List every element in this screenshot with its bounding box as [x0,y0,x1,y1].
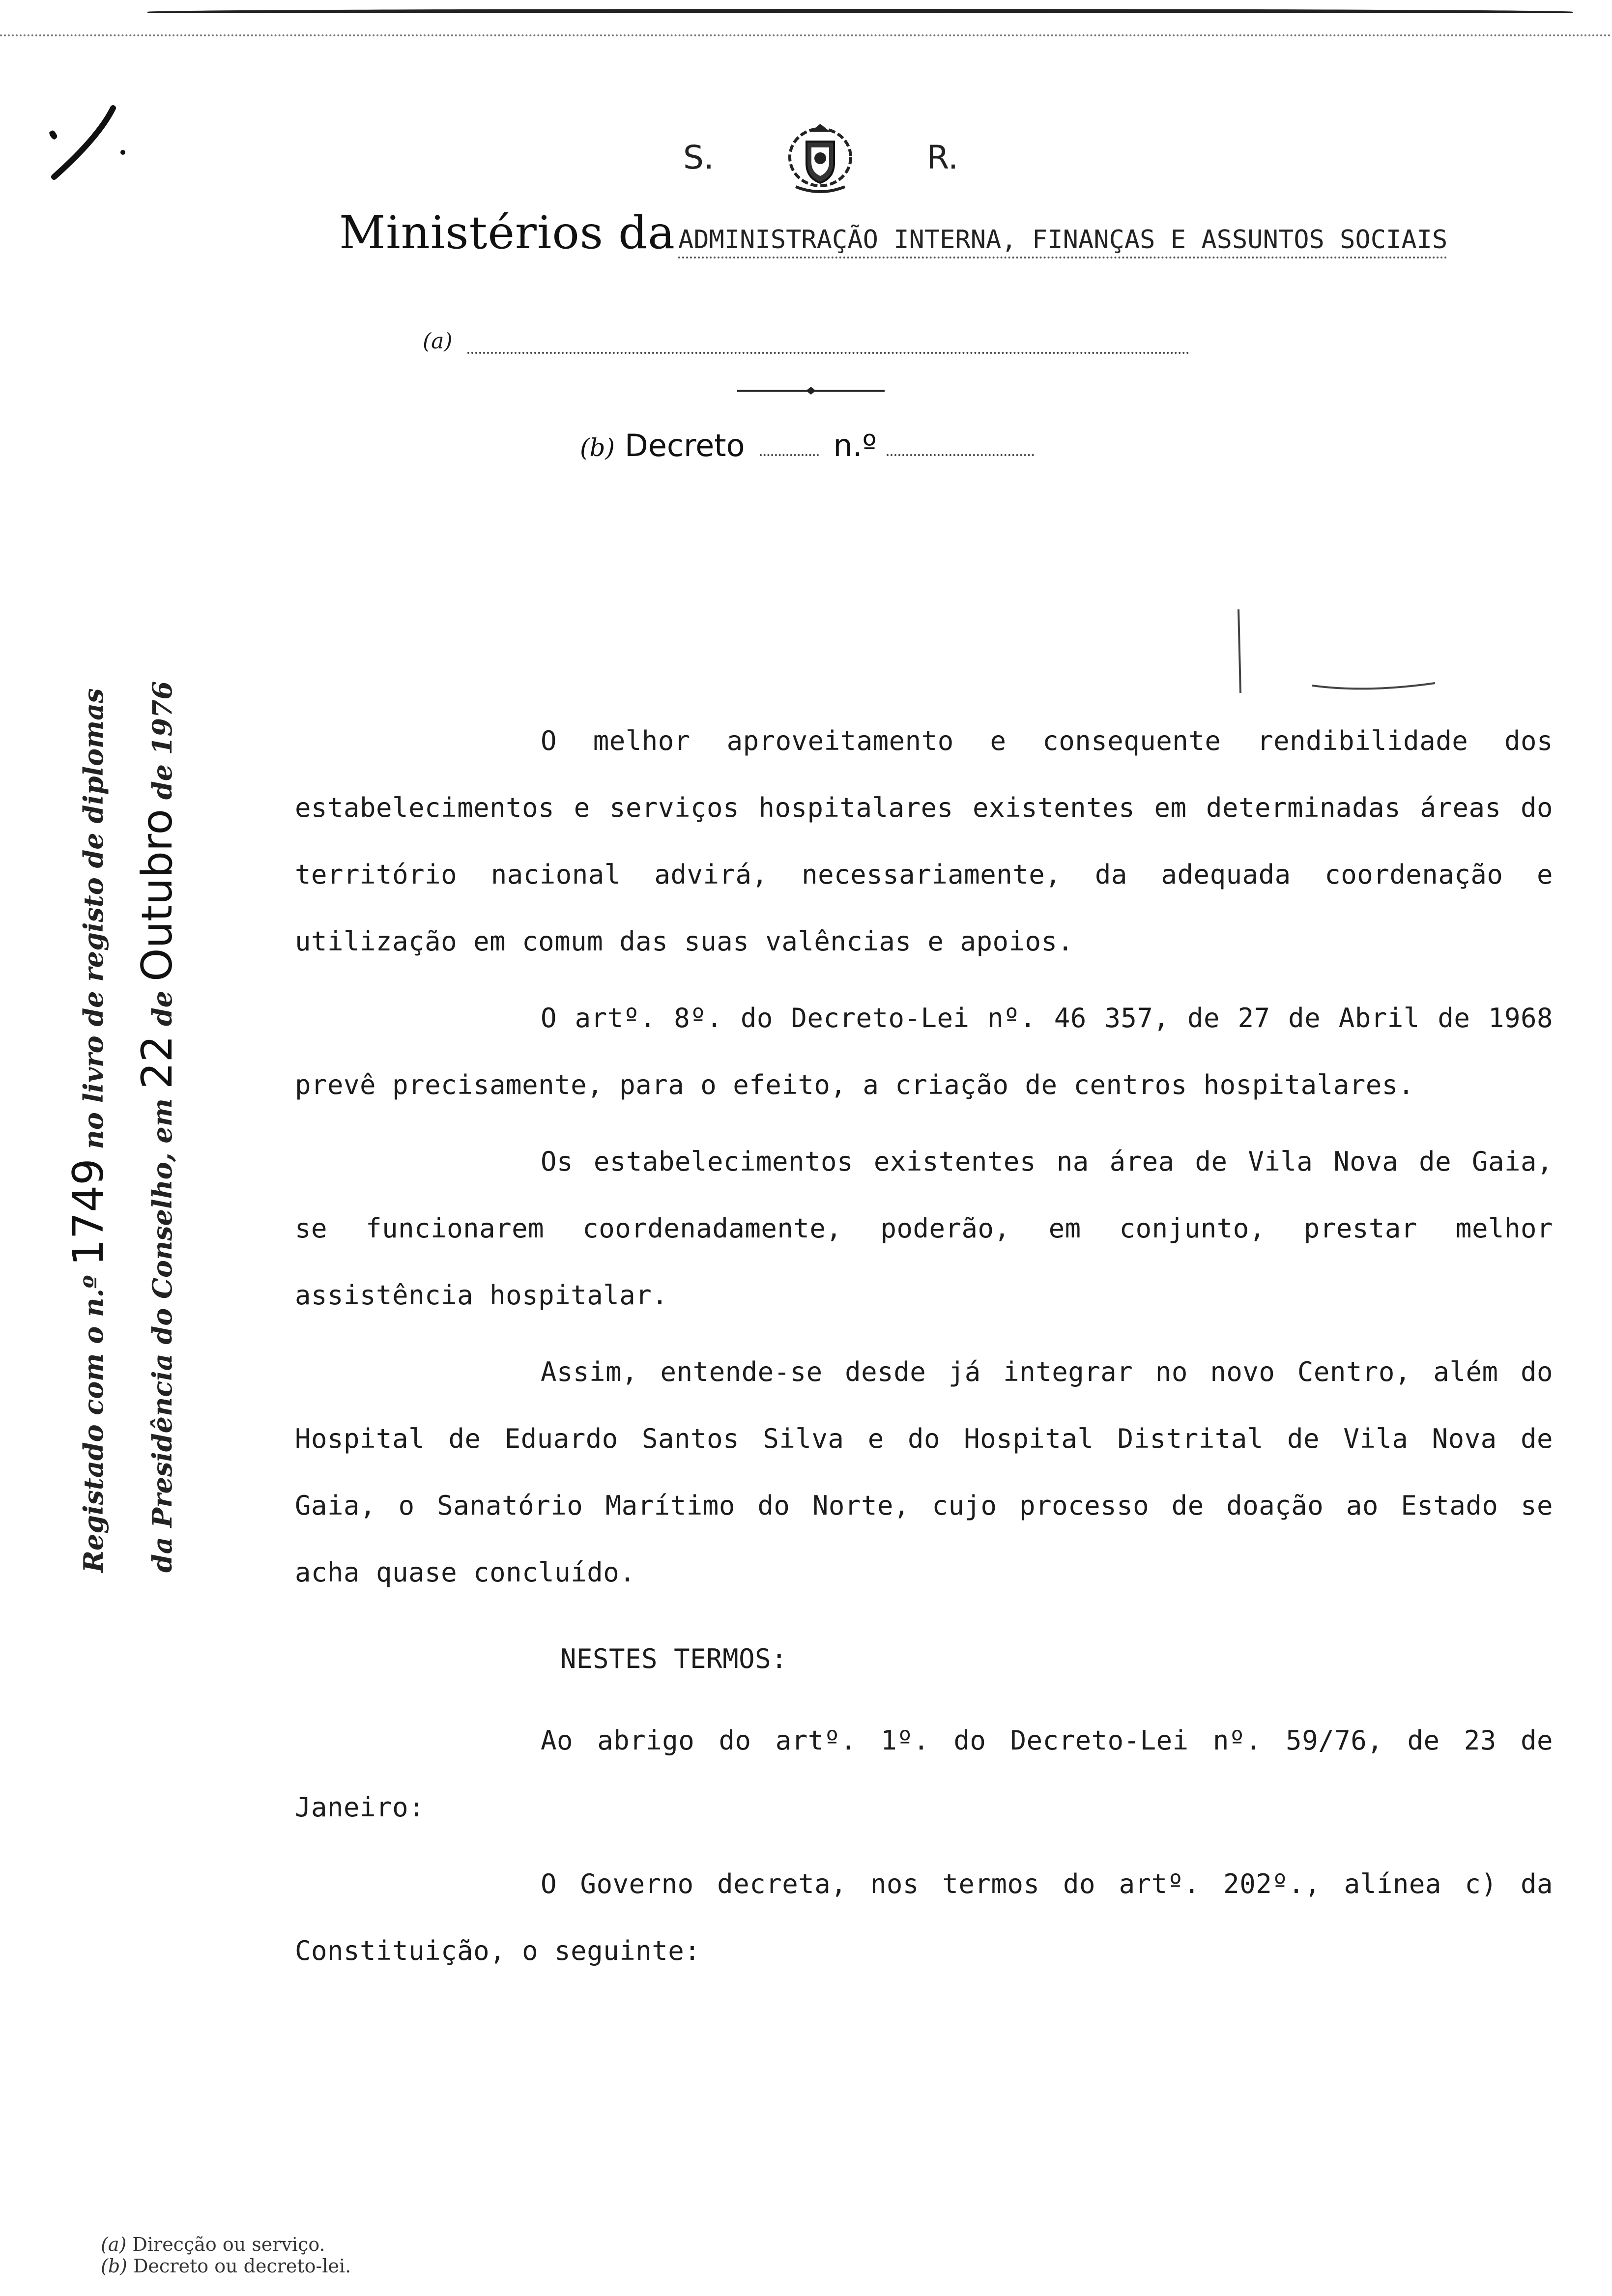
footnotes [101,2234,543,2288]
margin-line1-tail: no livro de registo de diplomas [78,688,109,1149]
nestes-termos-heading: NESTES TERMOS: [560,1643,788,1674]
paragraph-government-decrees [295,1851,1553,1984]
stray-pen-marks [1229,609,1465,708]
field-a-line [423,319,1189,354]
ministry-lead: Ministérios da [339,206,675,259]
footnote-a-text: Direcção ou serviço. [132,2234,325,2255]
letter-s: S. [683,138,714,176]
field-a-label: (a) [423,329,453,354]
margin-note-line-1 [64,688,113,1573]
paragraph-3-text: Os estabelecimentos existentes na área de Vila Nova de Gaia, se funcionarem coordenadamente, poderão, em conjunto, prestar melhor assistência hospitalar. [295,1146,1553,1311]
check-mark-annotation [39,98,138,197]
paragraph-1-text: O melhor aproveitamento e consequente rendibilidade dos estabelecimentos e serviços hospitalares existentes em determinadas áreas do território nacional advirá, necessariamente, da adequada coordenação e utilização em comum das suas valências e apoios. [295,725,1553,957]
top-dotted-rule [0,34,1612,36]
margin-note-line-2 [133,681,182,1573]
letter-r: R. [926,138,958,176]
diamond-divider [737,386,885,396]
margin-line2-handwritten-day: 22 [133,1035,182,1090]
margin-line2-text: da Presidência do Conselho, em [146,1098,178,1573]
top-edge-line [147,9,1573,18]
paragraph-1 [295,708,1553,975]
decreto-number-dots [887,454,1034,456]
field-a-dots [467,337,1189,354]
paragraph-2 [295,985,1553,1119]
footnote-a-key: (a) [101,2234,127,2255]
paragraph-4 [295,1339,1553,1606]
ministry-heading [339,206,1519,280]
footnote-a [101,2234,543,2255]
decree-body [295,708,1553,2133]
decreto-label: Decreto [625,428,745,463]
margin-line2-handwritten-month: Outubro [133,808,182,982]
footnote-b [101,2255,543,2277]
paragraph-4-text: Assim, entende-se desde já integrar no novo Centro, além do Hospital de Eduardo Santos Silva e do Hospital Distrital de Vila Nova de Gaia, o Sanatório Marítimo do Norte, cujo processo de doação ao Estado se acha quase concluído. [295,1356,1553,1588]
registration-margin-note [54,649,182,1582]
footnote-b-key: (b) [101,2255,127,2277]
margin-line2-mid: de [146,990,178,1027]
decreto-dots [760,454,819,456]
margin-line1-handwritten: 1749 [64,1158,113,1266]
decreto-line [580,428,1052,472]
paragraph-legal-basis [295,1707,1553,1841]
decreto-b-key: (b) [580,433,615,462]
letterhead [683,118,958,197]
coat-of-arms-icon [776,118,864,197]
ministry-names: ADMINISTRAÇÃO INTERNA, FINANÇAS E ASSUNTOS SOCIAIS [678,225,1447,258]
margin-line2-tail: de 1976 [146,681,178,800]
decreto-number-label: n.º [833,428,877,463]
paragraph-2-text: O artº. 8º. do Decreto-Lei nº. 46 357, de 27 de Abril de 1968 prevê precisamente, para o efeito, a criação de centros hospitalares. [295,1003,1553,1100]
paragraph-3 [295,1128,1553,1329]
paragraph-government-decrees-text: O Governo decreta, nos termos do artº. 202º., alínea c) da Constituição, o seguinte: [295,1868,1553,1966]
margin-line1-text: Registado com o n.º [78,1275,109,1573]
paragraph-legal-basis-text: Ao abrigo do artº. 1º. do Decreto-Lei nº. 59/76, de 23 de Janeiro: [295,1725,1553,1823]
footnote-b-text: Decreto ou decreto-lei. [133,2255,351,2277]
